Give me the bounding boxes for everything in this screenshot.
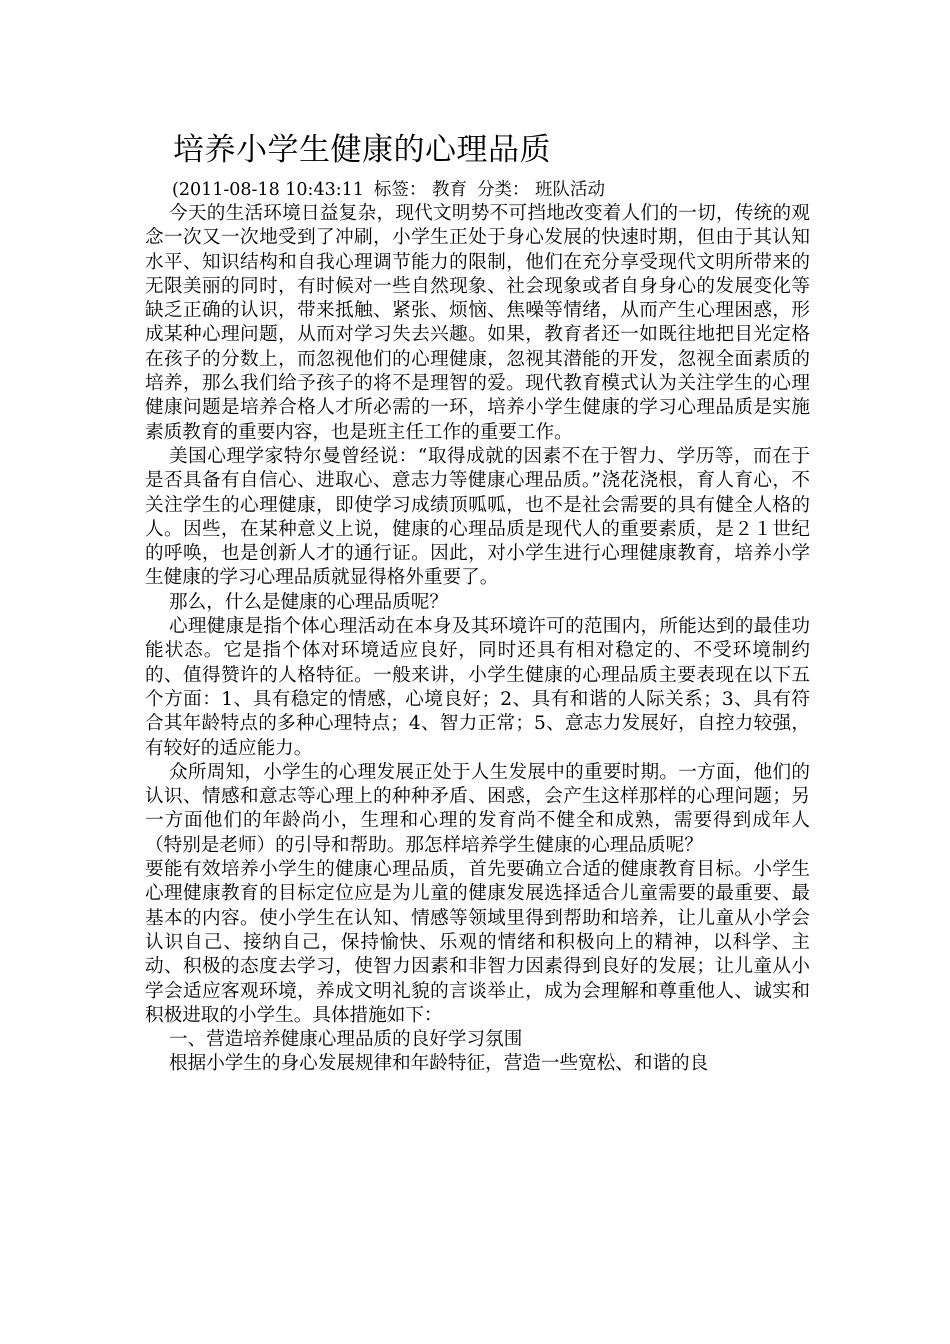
- paragraph: 要能有效培养小学生的健康心理品质，首先要确立合适的健康教育目标。小学生心理健康教育的目标定位应是为儿童的健康发展选择适合儿童需要的最重要、最基本的内容。使小学生在认知、情感等领域里得到帮助和培养，让儿童从小学会认识自己、接纳自己，保持愉快、乐观的情绪和积极向上的精神，以科学、主动、积极的态度去学习，使智力因素和非智力因素得到良好的发展；让儿童从小学会适应客观环境，养成文明礼貌的言谈举止，成为会理解和尊重他人、诚实和积极进取的小学生。具体措施如下：: [145, 859, 810, 1026]
- page-title: 培养小学生健康的心理品质: [173, 132, 551, 168]
- section-heading: 一、营造培养健康心理品质的良好学习氛围: [169, 1029, 523, 1051]
- paragraph: 众所周知，小学生的心理发展正处于人生发展中的重要时期。一方面，他们的认识、情感和意志等心理上的种种矛盾、困惑，会产生这样那样的心理问题；另一方面他们的年龄尚小，生理和心理的发育尚不健全和成熟，需要得到成年人（特别是老师）的引导和帮助。那怎样培养学生健康的心理品质呢？: [145, 761, 810, 856]
- meta-category: 分类： 班队活动: [476, 180, 606, 200]
- paragraph: 今天的生活环境日益复杂，现代文明势不可挡地改变着人们的一切，传统的观念一次又一次地受到了冲刷，小学生正处于身心发展的快速时期，但由于其认知水平、知识结构和自我心理调节能力的限制，他们在充分享受现代文明所带来的无限美丽的同时，有时候对一些自然现象、社会现象或者自身身心的发展变化等缺乏正确的认识，带来抵触、紧张、烦恼、焦噪等情绪，从而产生心理困惑，形成某种心理问题，从而对学习失去兴趣。如果，教育者还一如既往地把目光定格在孩子的分数上，而忽视他们的心理健康，忽视其潜能的开发，忽视全面素质的培养，那么我们给予孩子的将不是理智的爱。现代教育模式认为关注学生的心理健康问题是培养合格人才所必需的一环，培养小学生健康的学习心理品质是实施素质教育的重要内容，也是班主任工作的重要工作。: [145, 203, 810, 443]
- paragraph: 根据小学生的身心发展规律和年龄特征，营造一些宽松、和谐的良: [169, 1053, 709, 1075]
- article-meta: [172, 178, 810, 202]
- paragraph: 美国心理学家特尔曼曾经说：“取得成就的因素不在于智力、学历等，而在于是否具备有自信心、进取心、意志力等健康心理品质。”浇花浇根，育人育心，不关注学生的心理健康，即使学习成绩顶呱呱，也不是社会需要的具有健全人格的人。因些，在某种意义上说，健康的心理品质是现代人的重要素质，是２１世纪的呼唤，也是创新人才的通行证。因此，对小学生进行心理健康教育，培养小学生健康的学习心理品质就显得格外重要了。: [145, 445, 810, 589]
- paragraph: 那么，什么是健康的心理品质呢？: [169, 591, 448, 613]
- article-body: [145, 130, 810, 1077]
- meta-date: (2011-08-18 10:43:11: [172, 180, 364, 200]
- meta-tags: 标签： 教育: [373, 180, 467, 200]
- paragraph: 心理健康是指个体心理活动在本身及其环境许可的范围内，所能达到的最佳功能状态。它是指个体对环境适应良好，同时还具有相对稳定的、不受环境制约的、值得赞许的人格特征。一般来讲，小学生健康的心理品质主要表现在以下五个方面：1、具有稳定的情感，心境良好；2、具有和谐的人际关系；3、具有符合其年龄特点的多种心理特点；4、智力正常；5、意志力发展好，自控力较强，有较好的适应能力。: [145, 616, 810, 759]
